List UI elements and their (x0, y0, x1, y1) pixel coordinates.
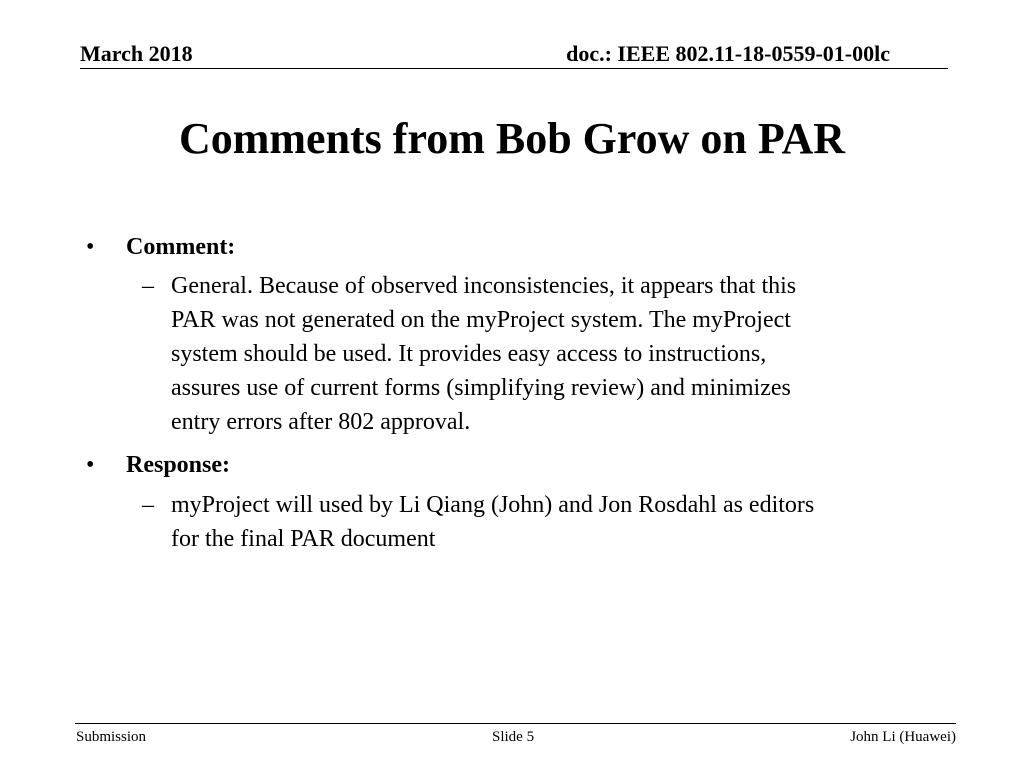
header-date: March 2018 (80, 41, 193, 66)
response-heading: Response: (126, 452, 231, 478)
comment-line: General. Because of observed inconsistencies, it appears that this (171, 273, 797, 299)
slide-title: Comments from Bob Grow on PAR (178, 114, 846, 163)
comment-line: assures use of current forms (simplifying review) and minimizes (171, 375, 791, 401)
footer-submission: Submission (76, 729, 147, 745)
bullet-icon: • (86, 234, 95, 260)
comment-line: PAR was not generated on the myProject system. The myProject (171, 307, 791, 333)
dash-icon: – (142, 273, 154, 299)
header-doc-id: doc.: IEEE 802.11-18-0559-01-00lc (566, 41, 890, 66)
bullet-icon: • (86, 452, 95, 478)
footer-author: John Li (Huawei) (850, 729, 956, 745)
response-text (171, 488, 961, 556)
dash-icon: – (142, 492, 154, 518)
comment-text (171, 269, 961, 439)
footer-slide-number: Slide 5 (492, 729, 535, 745)
comment-line: entry errors after 802 approval. (171, 409, 471, 435)
response-line: for the final PAR document (171, 526, 436, 552)
footer-divider (75, 723, 956, 724)
response-line: myProject will used by Li Qiang (John) and Jon Rosdahl as editors (171, 492, 815, 518)
comment-line: system should be used. It provides easy access to instructions, (171, 341, 767, 367)
comment-heading: Comment: (126, 234, 236, 260)
